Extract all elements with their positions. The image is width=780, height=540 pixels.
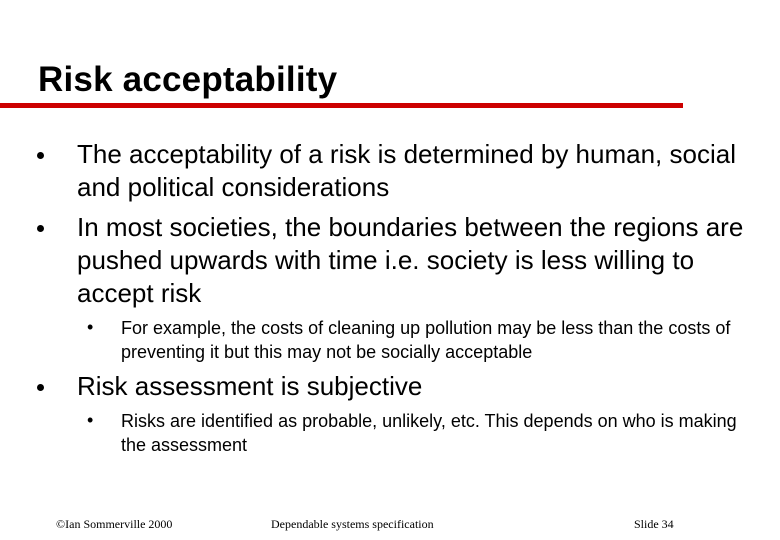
bullet-item bbox=[77, 138, 767, 204]
sub-bullet-text: For example, the costs of cleaning up pollution may be less than the costs of preventing it but this may not be socially acceptable bbox=[121, 318, 731, 362]
bullet-item bbox=[77, 211, 767, 310]
footer-topic: Dependable systems specification bbox=[271, 517, 434, 531]
bullet-text: The acceptability of a risk is determined by human, social and political considerations bbox=[77, 139, 736, 202]
sub-bullet-item bbox=[87, 409, 761, 457]
bullet-text: In most societies, the boundaries between the regions are pushed upwards with time i.e. society is less willing to accept risk bbox=[77, 212, 744, 308]
bullet-dot-icon bbox=[37, 384, 44, 391]
footer-slide-number: Slide 34 bbox=[634, 517, 674, 531]
slide-title: Risk acceptability bbox=[38, 60, 338, 99]
bullet-item bbox=[77, 370, 767, 403]
sub-bullet-marker-icon: • bbox=[87, 410, 94, 430]
sub-bullet-item bbox=[87, 316, 761, 364]
bullet-dot-icon bbox=[37, 225, 44, 232]
sub-bullet-marker-icon: • bbox=[87, 317, 94, 337]
title-underline bbox=[0, 103, 683, 108]
bullet-text: Risk assessment is subjective bbox=[77, 371, 423, 401]
footer-author: ©Ian Sommerville 2000 bbox=[56, 517, 173, 531]
bullet-dot-icon bbox=[37, 152, 44, 159]
sub-bullet-text: Risks are identified as probable, unlikely, etc. This depends on who is making the assessment bbox=[121, 411, 737, 455]
